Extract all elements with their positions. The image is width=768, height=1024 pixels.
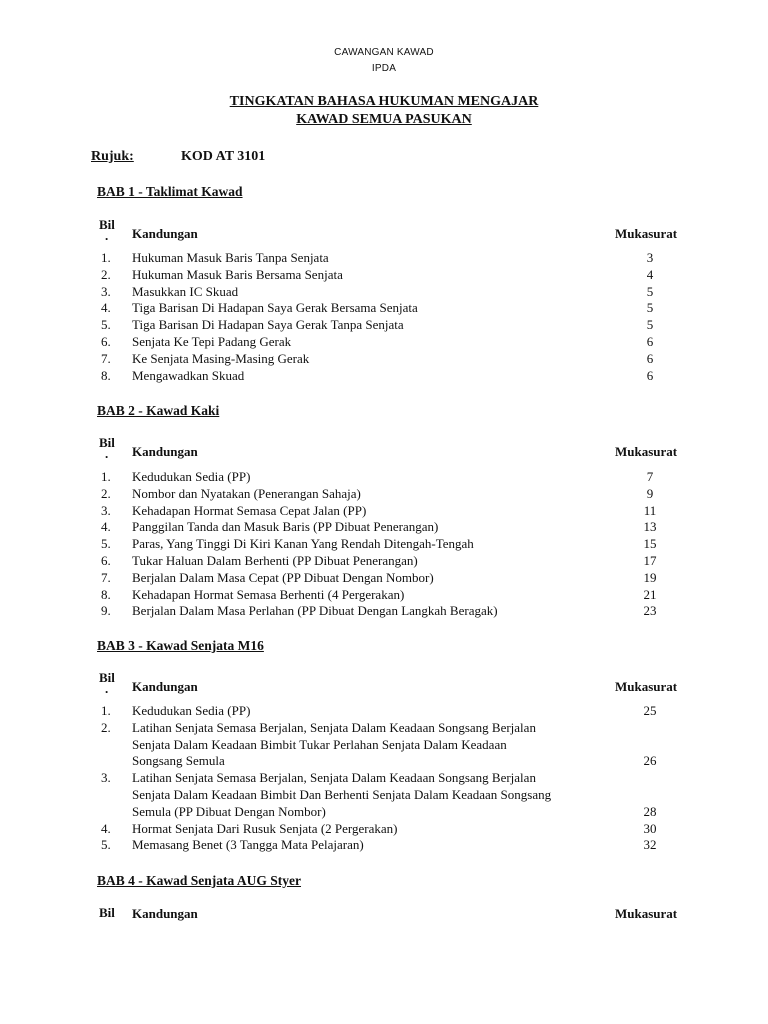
row-number: 2. (101, 266, 111, 282)
column-header-bil (99, 435, 115, 461)
table-row (0, 770, 768, 820)
table-row (0, 334, 768, 351)
row-content (132, 603, 602, 620)
row-content-line: Latihan Senjata Semasa Berjalan, Senjata Dalam Keadaan Songsang Berjalan (132, 719, 536, 735)
row-number: 5. (101, 837, 111, 853)
row-number: 1. (101, 469, 111, 484)
row-content-line: Memasang Benet (3 Tangga Mata Pelajaran) (132, 837, 364, 853)
column-header-kandungan: Kandungan (132, 679, 198, 694)
row-content (132, 720, 602, 770)
row-page-number: 17 (643, 552, 657, 568)
rujuk-value: KOD AT 3101 (181, 149, 266, 164)
row-number: 4. (101, 519, 111, 535)
row-number: 3. (101, 502, 111, 518)
table-row (0, 587, 768, 604)
row-page-number: 28 (643, 803, 657, 819)
bil-dot: . (105, 446, 109, 461)
table-row (0, 570, 768, 587)
row-content (132, 351, 602, 368)
section-rows (0, 250, 768, 384)
row-content-line: Kedudukan Sedia (PP) (132, 703, 251, 718)
row-content-line: Senjata Ke Tepi Padang Gerak (132, 333, 292, 349)
row-content-line: Paras, Yang Tinggi Di Kiri Kanan Yang Rendah Ditengah-Tengah (132, 536, 474, 552)
row-content (132, 703, 602, 720)
row-content-line: Ke Senjata Masing-Masing Gerak (132, 350, 310, 366)
row-page-number: 15 (643, 536, 657, 552)
row-content-line: Tiga Barisan Di Hadapan Saya Gerak Bersama Senjata (132, 300, 418, 316)
column-header-kandungan: Kandungan (132, 906, 198, 921)
row-content-line: Hormat Senjata Dari Rusuk Senjata (2 Pergerakan) (132, 820, 398, 836)
section-title: BAB 1 - Taklimat Kawad (97, 184, 243, 199)
row-page-number: 30 (643, 820, 657, 836)
row-content (132, 486, 602, 503)
row-page-number: 5 (646, 317, 654, 333)
column-header-kandungan: Kandungan (132, 444, 198, 459)
bil-label: Bil (99, 435, 115, 450)
section-title: BAB 4 - Kawad Senjata AUG Styer (97, 873, 302, 888)
row-content (132, 587, 602, 604)
row-number: 9. (101, 603, 111, 619)
column-header-bil (99, 217, 115, 243)
row-content-line: Mengawadkan Skuad (132, 367, 245, 383)
table-row (0, 703, 768, 720)
row-page-number: 6 (646, 350, 654, 366)
row-number: 4. (101, 820, 111, 836)
row-content-line: Berjalan Dalam Masa Perlahan (PP Dibuat Dengan Langkah Beragak) (132, 603, 498, 619)
row-page-number: 32 (643, 837, 657, 853)
row-page-number: 5 (646, 300, 654, 316)
row-content (132, 837, 602, 854)
row-content (132, 368, 602, 385)
section-rows (0, 703, 768, 854)
row-content (132, 821, 602, 838)
row-page-number: 6 (646, 367, 654, 383)
bil-label: Bil (99, 217, 115, 232)
row-content-line: Berjalan Dalam Masa Cepat (PP Dibuat Dengan Nombor) (132, 569, 434, 585)
column-header-kandungan: Kandungan (132, 226, 198, 241)
table-row (0, 503, 768, 520)
column-header-bil (99, 906, 115, 920)
row-content-line: Hukuman Masuk Baris Tanpa Senjata (132, 250, 329, 265)
row-content (132, 503, 602, 520)
table-row (0, 351, 768, 368)
row-number: 5. (101, 536, 111, 552)
column-header-mukasurat: Mukasurat (615, 226, 678, 241)
row-page-number: 21 (643, 586, 657, 602)
row-content-line: Hukuman Masuk Baris Bersama Senjata (132, 266, 343, 282)
bil-label: Bil (99, 670, 115, 685)
section-rows (0, 469, 768, 620)
row-content (132, 267, 602, 284)
table-row (0, 837, 768, 854)
table-row (0, 368, 768, 385)
row-content-line: Masukkan IC Skuad (132, 283, 239, 299)
section-title: BAB 2 - Kawad Kaki (97, 403, 220, 418)
section-title: BAB 3 - Kawad Senjata M16 (97, 638, 264, 653)
row-content (132, 770, 602, 820)
row-page-number: 7 (646, 469, 654, 484)
row-page-number: 5 (646, 283, 654, 299)
table-row (0, 720, 768, 770)
table-row (0, 469, 768, 486)
org-name: CAWANGAN KAWAD (334, 47, 434, 58)
table-row (0, 267, 768, 284)
table-row (0, 553, 768, 570)
row-page-number: 25 (643, 703, 657, 718)
document-title-line2: KAWAD SEMUA PASUKAN (296, 112, 472, 127)
row-number: 2. (101, 719, 111, 735)
row-content (132, 570, 602, 587)
row-content-line: Tiga Barisan Di Hadapan Saya Gerak Tanpa Senjata (132, 317, 404, 333)
table-row (0, 519, 768, 536)
row-content-line: Kehadapan Hormat Semasa Cepat Jalan (PP) (132, 502, 367, 518)
row-page-number: 23 (643, 603, 657, 619)
row-content (132, 519, 602, 536)
rujuk-label: Rujuk: (91, 149, 134, 164)
row-number: 2. (101, 485, 111, 501)
column-header-mukasurat: Mukasurat (615, 444, 678, 459)
row-content-line: Senjata Dalam Keadaan Bimbit Dan Berhenti Senjata Dalam Keadaan Songsang (132, 786, 552, 802)
row-number: 1. (101, 250, 111, 265)
row-page-number: 4 (646, 266, 654, 282)
column-header-mukasurat: Mukasurat (615, 679, 678, 694)
row-content-line: Latihan Senjata Semasa Berjalan, Senjata Dalam Keadaan Songsang Berjalan (132, 770, 536, 786)
table-row (0, 317, 768, 334)
row-number: 4. (101, 300, 111, 316)
org-subname: IPDA (371, 63, 397, 74)
table-row (0, 250, 768, 267)
row-number: 3. (101, 283, 111, 299)
row-content (132, 553, 602, 570)
row-content (132, 334, 602, 351)
row-number: 6. (101, 333, 111, 349)
row-content-line: Songsang Semula (132, 753, 225, 769)
row-page-number: 6 (646, 333, 654, 349)
row-content (132, 300, 602, 317)
row-number: 8. (101, 367, 111, 383)
row-number: 5. (101, 317, 111, 333)
table-row (0, 486, 768, 503)
document-title-line1: TINGKATAN BAHASA HUKUMAN MENGAJAR (229, 94, 539, 109)
column-header-mukasurat: Mukasurat (615, 906, 678, 921)
row-page-number: 26 (643, 753, 657, 769)
table-row (0, 821, 768, 838)
bil-dot: . (105, 681, 109, 696)
row-content-line: Nombor dan Nyatakan (Penerangan Sahaja) (132, 485, 361, 501)
row-content (132, 469, 602, 486)
table-row (0, 300, 768, 317)
table-row (0, 284, 768, 301)
row-content (132, 284, 602, 301)
table-row (0, 536, 768, 553)
row-content-line: Senjata Dalam Keadaan Bimbit Tukar Perlahan Senjata Dalam Keadaan (132, 736, 507, 752)
row-number: 7. (101, 569, 111, 585)
row-page-number: 19 (643, 569, 657, 585)
row-number: 1. (101, 703, 111, 718)
row-page-number: 3 (646, 250, 654, 265)
row-content (132, 536, 602, 553)
row-number: 6. (101, 552, 111, 568)
row-content-line: Kehadapan Hormat Semasa Berhenti (4 Pergerakan) (132, 586, 405, 602)
bil-dot: . (105, 228, 109, 243)
row-content-line: Semula (PP Dibuat Dengan Nombor) (132, 803, 326, 819)
row-page-number: 11 (643, 502, 657, 518)
row-number: 7. (101, 350, 111, 366)
row-page-number: 9 (646, 485, 654, 501)
row-page-number: 13 (643, 519, 657, 535)
row-content-line: Tukar Haluan Dalam Berhenti (PP Dibuat Penerangan) (132, 552, 418, 568)
column-header-bil (99, 670, 115, 696)
row-number: 8. (101, 586, 111, 602)
row-content-line: Kedudukan Sedia (PP) (132, 469, 251, 484)
bil-label: Bil (99, 905, 115, 920)
row-number: 3. (101, 770, 111, 786)
row-content (132, 317, 602, 334)
table-row (0, 603, 768, 620)
row-content (132, 250, 602, 267)
row-content-line: Panggilan Tanda dan Masuk Baris (PP Dibuat Penerangan) (132, 519, 439, 535)
